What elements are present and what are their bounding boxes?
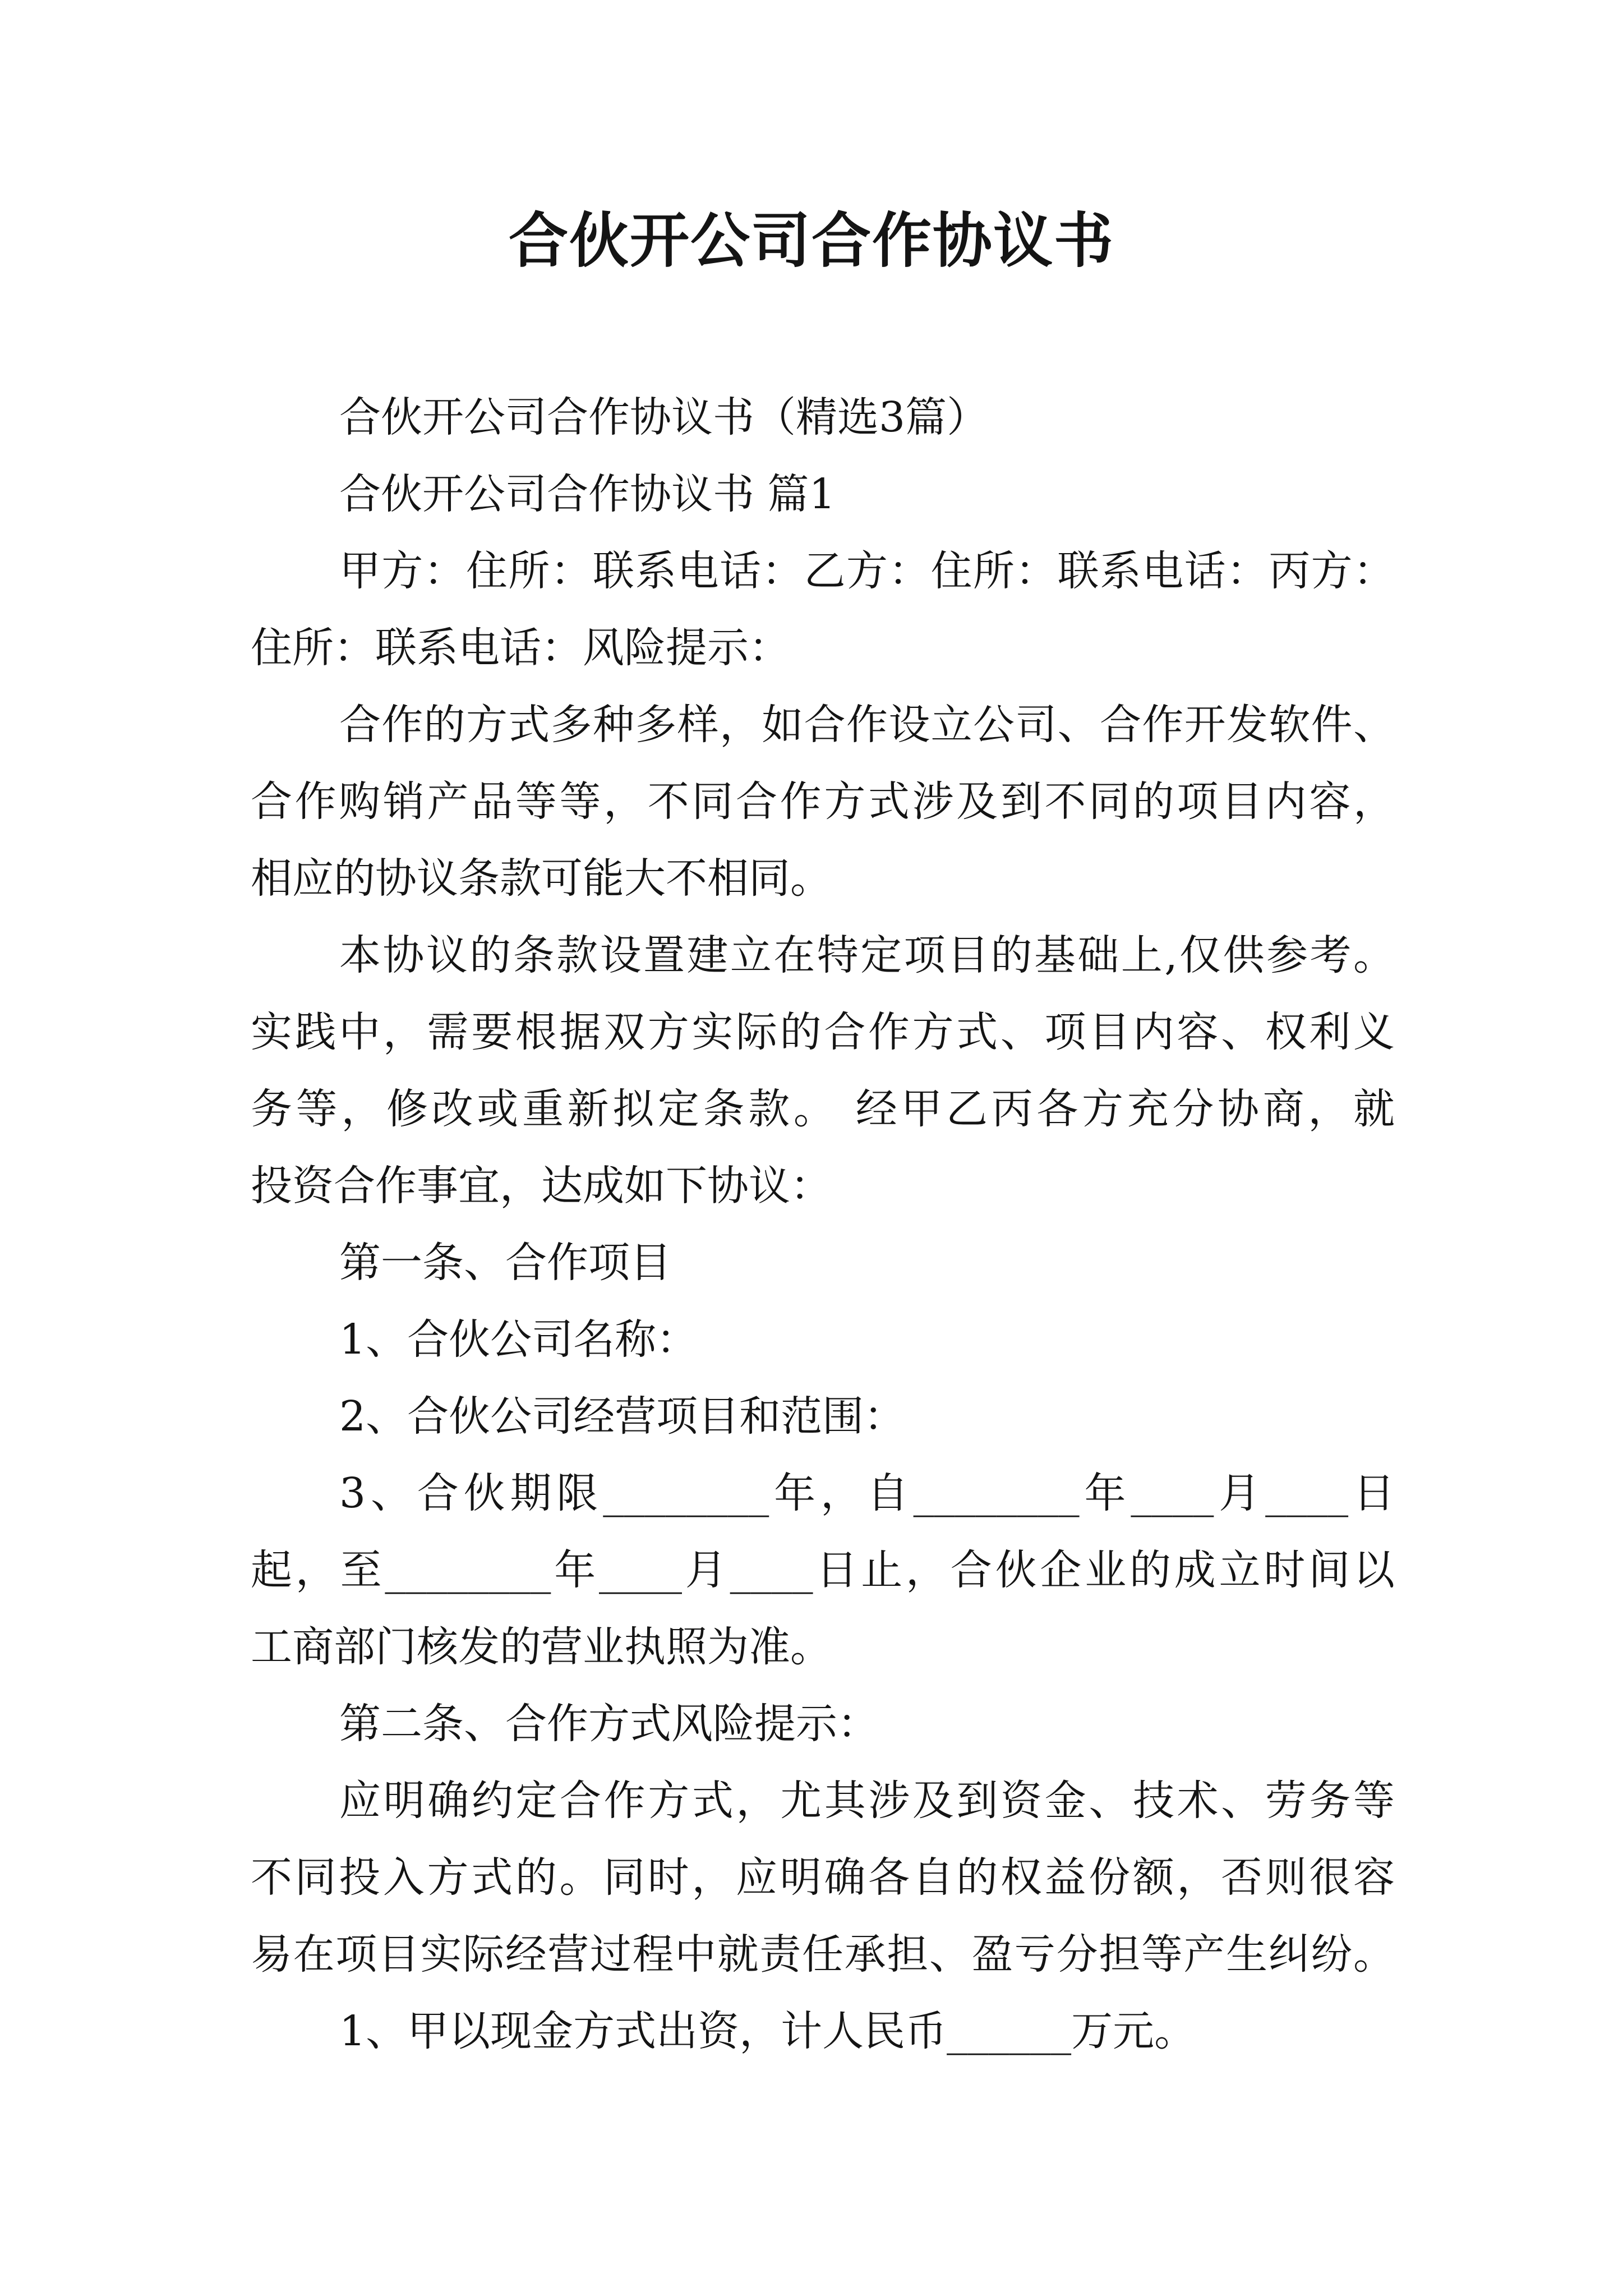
text-line: 住所：联系电话：风险提示： [251, 624, 790, 672]
text-line: 合伙开公司合作协议书（精选3篇） [339, 393, 989, 441]
paragraph-cooperation-modes [251, 687, 1395, 917]
paragraph-partnership-term [251, 1455, 1395, 1686]
paragraph-cash-contribution [251, 1993, 1395, 2070]
paragraph-section-heading [251, 456, 1395, 533]
paragraph-article-2-heading [251, 1686, 1395, 1763]
text-line: 2、合伙公司经营项目和范围： [339, 1392, 906, 1441]
text-line: 务等，修改或重新拟定条款。 经甲乙丙各方充分协商，就 [251, 1085, 1395, 1133]
document-body [251, 379, 1395, 2070]
text-line: 应明确约定合作方式，尤其涉及到资金、技术、劳务等 [339, 1777, 1395, 1825]
text-line: 起，至________年____月____日止，合伙企业的成立时间以 [251, 1546, 1395, 1594]
paragraph-risk-note [251, 1763, 1395, 1993]
paragraph-subtitle [251, 379, 1395, 456]
text-line: 第一条、合作项目 [339, 1239, 671, 1287]
paragraph-company-name [251, 1301, 1395, 1378]
text-line: 合作购销产品等等，不同合作方式涉及到不同的项目内容， [251, 777, 1395, 826]
text-line: 1、合伙公司名称： [339, 1315, 698, 1364]
paragraph-business-scope [251, 1378, 1395, 1455]
document-title: 合伙开公司合作协议书 [509, 205, 1114, 275]
text-line: 不同投入方式的。同时，应明确各自的权益份额，否则很容 [251, 1853, 1395, 1902]
text-line: 本协议的条款设置建立在特定项目的基础上,仅供参考。 [339, 931, 1395, 979]
text-line: 3、合伙期限________年，自________年____月____日 [339, 1469, 1395, 1517]
text-line: 工商部门核发的营业执照为准。 [251, 1623, 832, 1671]
text-line: 甲方：住所：联系电话：乙方：住所：联系电话：丙方： [339, 547, 1395, 595]
text-line: 易在项目实际经营过程中就责任承担、盈亏分担等产生纠纷。 [251, 1930, 1395, 1978]
paragraph-article-1-heading [251, 1225, 1395, 1301]
text-line: 相应的协议条款可能大不相同。 [251, 854, 832, 903]
text-line: 合伙开公司合作协议书 篇1 [339, 470, 836, 518]
text-line: 1、甲以现金方式出资，计人民币______万元。 [339, 2007, 1196, 2055]
paragraph-parties [251, 533, 1395, 687]
text-line: 第二条、合作方式风险提示： [339, 1700, 879, 1748]
paragraph-reference-note [251, 917, 1395, 1225]
text-line: 合作的方式多种多样，如合作设立公司、合作开发软件、 [339, 701, 1395, 749]
text-line: 实践中，需要根据双方实际的合作方式、项目内容、权利义 [251, 1008, 1395, 1056]
text-line: 投资合作事宜，达成如下协议： [251, 1162, 832, 1210]
